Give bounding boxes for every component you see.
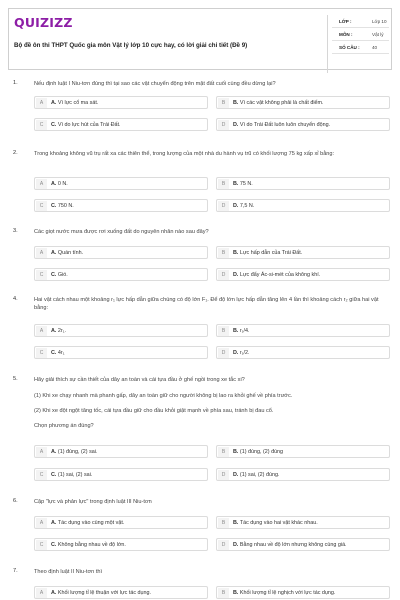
option-letter: B xyxy=(218,326,229,336)
answer-option-b[interactable] xyxy=(216,445,390,458)
answer-option-a[interactable] xyxy=(34,324,208,337)
option-letter: A xyxy=(36,248,47,258)
answer-option-a[interactable] xyxy=(34,516,208,529)
question-text: Các giọt nước mưa được rơi xuống đất do nguyên nhân nào sau đây? xyxy=(34,229,209,235)
option-letter: C xyxy=(36,540,47,550)
option-letter: A xyxy=(36,518,47,528)
meta-row-class xyxy=(332,15,389,28)
question-text: Nếu định luật I Niu-tơn đúng thì tại sao các vật chuyển động trên mặt đất cuối cùng đều dừng lại? xyxy=(34,81,276,87)
question-number: 7. xyxy=(13,568,18,574)
meta-value: Vật lý xyxy=(372,32,384,37)
option-text: 2r₁. xyxy=(57,328,67,334)
option-key: C. xyxy=(51,350,57,356)
document-title: Bộ đề ôn thi THPT Quốc gia môn Vật lý lớp 10 cực hay, có lời giải chi tiết (Đề 9) xyxy=(14,42,248,49)
answer-option-b[interactable] xyxy=(216,586,390,599)
question-number: 3. xyxy=(13,228,18,234)
answer-option-b[interactable] xyxy=(216,96,390,109)
answer-option-b[interactable] xyxy=(216,324,390,337)
option-key: C. xyxy=(51,122,57,128)
option-key: B. xyxy=(233,520,239,526)
option-letter: A xyxy=(36,447,47,457)
option-text: Vì lực cổ ma sát. xyxy=(57,100,99,106)
option-letter: D xyxy=(218,201,229,211)
answer-option-c[interactable] xyxy=(34,538,208,551)
option-letter: D xyxy=(218,270,229,280)
answer-option-a[interactable] xyxy=(34,586,208,599)
option-text: 4r₁ xyxy=(57,350,65,356)
answer-option-b[interactable] xyxy=(216,177,390,190)
meta-key: SỐ CÂU : xyxy=(339,45,360,50)
meta-row-subject xyxy=(332,28,389,41)
option-letter: A xyxy=(36,98,47,108)
meta-value: Lớp 10 xyxy=(372,19,387,24)
option-text: Quán tính. xyxy=(57,250,84,256)
answer-option-a[interactable] xyxy=(34,246,208,259)
option-key: B. xyxy=(233,100,239,106)
option-text: Vì do lực hút của Trái Đất. xyxy=(57,122,121,128)
option-text: (1) đúng, (2) đúng xyxy=(239,449,284,455)
option-text: Vì do Trái Đất luôn luôn chuyển động. xyxy=(239,122,331,128)
option-key: A. xyxy=(51,181,57,187)
answer-option-c[interactable] xyxy=(34,118,208,131)
option-key: A. xyxy=(51,328,57,334)
question-text: Hai vật cách nhau một khoảng r₁ lực hấp dẫn giữa chúng có độ lớn F₁. Để độ lớn lực hấp dẫn tăng lên 4 lần thì khoảng cách r₂ giữa hai vật bằng: xyxy=(34,297,379,312)
option-text: Vì các vật không phải là chất điểm. xyxy=(239,100,324,106)
answer-option-a[interactable] xyxy=(34,177,208,190)
option-text: 750 N. xyxy=(57,203,74,209)
answer-option-a[interactable] xyxy=(34,96,208,109)
option-text: Gió. xyxy=(57,272,68,278)
option-key: D. xyxy=(233,350,239,356)
question-number: 1. xyxy=(13,80,18,86)
option-key: B. xyxy=(233,250,239,256)
question-number: 6. xyxy=(13,498,18,504)
option-key: B. xyxy=(233,181,239,187)
option-key: D. xyxy=(233,472,239,478)
worksheet-header xyxy=(8,8,392,70)
option-text: r₁/4. xyxy=(239,328,250,334)
option-key: B. xyxy=(233,590,239,596)
question-number: 5. xyxy=(13,376,18,382)
option-key: D. xyxy=(233,272,239,278)
answer-option-d[interactable] xyxy=(216,538,390,551)
option-text: 75 N. xyxy=(239,181,253,187)
option-key: C. xyxy=(51,272,57,278)
option-text: Lực hấp dẫn của Trái Đất. xyxy=(239,250,303,256)
option-key: C. xyxy=(51,542,57,548)
option-key: C. xyxy=(51,472,57,478)
option-letter: B xyxy=(218,248,229,258)
answer-option-b[interactable] xyxy=(216,516,390,529)
question-text: Trong khoảng không vũ trụ rất xa các thiên thể, trong lượng của một nhà du hành vụ trũ có khối lượng 75 kg xấp xỉ bằng: xyxy=(34,151,335,157)
answer-option-d[interactable] xyxy=(216,346,390,359)
statement-2: (2) Khi xe đột ngột tăng tốc, cái tựa đầu giữ cho đầu khỏi giật mạnh về phía sau, tránh bị đau cổ. xyxy=(34,408,274,414)
option-key: D. xyxy=(233,122,239,128)
option-text: 7,5 N. xyxy=(239,203,255,209)
option-letter: D xyxy=(218,348,229,358)
instruction-text: Chọn phương án đúng? xyxy=(34,423,94,429)
answer-option-d[interactable] xyxy=(216,268,390,281)
meta-panel xyxy=(327,15,393,73)
answer-option-d[interactable] xyxy=(216,118,390,131)
option-letter: A xyxy=(36,179,47,189)
answer-option-a[interactable] xyxy=(34,445,208,458)
option-key: A. xyxy=(51,250,57,256)
option-letter: D xyxy=(218,540,229,550)
option-letter: B xyxy=(218,447,229,457)
option-letter: C xyxy=(36,348,47,358)
option-text: (1) đúng, (2) sai. xyxy=(57,449,98,455)
option-letter: C xyxy=(36,201,47,211)
option-key: B. xyxy=(233,449,239,455)
option-text: Lực đẩy Ác-si-mét của không khí. xyxy=(239,272,321,278)
option-key: A. xyxy=(51,449,57,455)
option-key: A. xyxy=(51,520,57,526)
meta-value: 40 xyxy=(372,45,378,50)
option-letter: A xyxy=(36,326,47,336)
option-text: Tác dụng vào cùng một vật. xyxy=(57,520,125,526)
option-text: 0 N. xyxy=(57,181,68,187)
meta-key: LỚP : xyxy=(339,19,352,24)
option-key: B. xyxy=(233,328,239,334)
option-letter: B xyxy=(218,98,229,108)
statement-1: (1) Khi xe chạy nhanh mà phanh gấp, dây an toàn giữ cho người không bị lao ra khỏi ghế về phía trước. xyxy=(34,393,293,399)
question-number: 4. xyxy=(13,296,18,302)
question-number: 2. xyxy=(13,150,18,156)
question-text: Cặp "lực và phản lực" trong định luật III Niu-tơn xyxy=(34,499,152,505)
option-letter: D xyxy=(218,470,229,480)
answer-option-c[interactable] xyxy=(34,346,208,359)
option-letter: B xyxy=(218,518,229,528)
option-key: D. xyxy=(233,203,239,209)
option-key: A. xyxy=(51,100,57,106)
answer-option-c[interactable] xyxy=(34,468,208,481)
option-letter: A xyxy=(36,588,47,598)
option-text: (1) sai, (2) đúng. xyxy=(239,472,280,478)
question-text: Hãy giải thích sự cần thiết của dây an toàn và cái tựa đầu ở ghế ngồi trong xe tắc xi? xyxy=(34,377,245,383)
option-letter: C xyxy=(36,470,47,480)
option-letter: C xyxy=(36,270,47,280)
option-text: Bằng nhau về độ lớn nhưng không cùng giá. xyxy=(239,542,347,548)
answer-option-d[interactable] xyxy=(216,199,390,212)
option-text: (1) sai, (2) sai. xyxy=(57,472,93,478)
option-text: r₁/2. xyxy=(239,350,250,356)
quizizz-logo: QUIZIZZ xyxy=(14,15,73,30)
option-letter: B xyxy=(218,179,229,189)
answer-option-c[interactable] xyxy=(34,199,208,212)
option-key: D. xyxy=(233,542,239,548)
answer-option-d[interactable] xyxy=(216,468,390,481)
option-text: Tác dụng vào hai vật khác nhau. xyxy=(239,520,318,526)
option-text: Khối lượng tỉ lệ nghịch với lực tác dụng. xyxy=(239,590,336,596)
option-text: Không bằng nhau về độ lớn. xyxy=(57,542,126,548)
question-text: Theo định luật II Niu-tơn thì xyxy=(34,569,103,575)
option-key: A. xyxy=(51,590,57,596)
option-key: C. xyxy=(51,203,57,209)
option-text: Khối lượng tỉ lệ thuận với lực tác dụng. xyxy=(57,590,152,596)
answer-option-b[interactable] xyxy=(216,246,390,259)
option-letter: D xyxy=(218,120,229,130)
meta-row-count xyxy=(332,41,389,54)
answer-option-c[interactable] xyxy=(34,268,208,281)
option-letter: B xyxy=(218,588,229,598)
meta-key: MÔN : xyxy=(339,32,353,37)
option-letter: C xyxy=(36,120,47,130)
